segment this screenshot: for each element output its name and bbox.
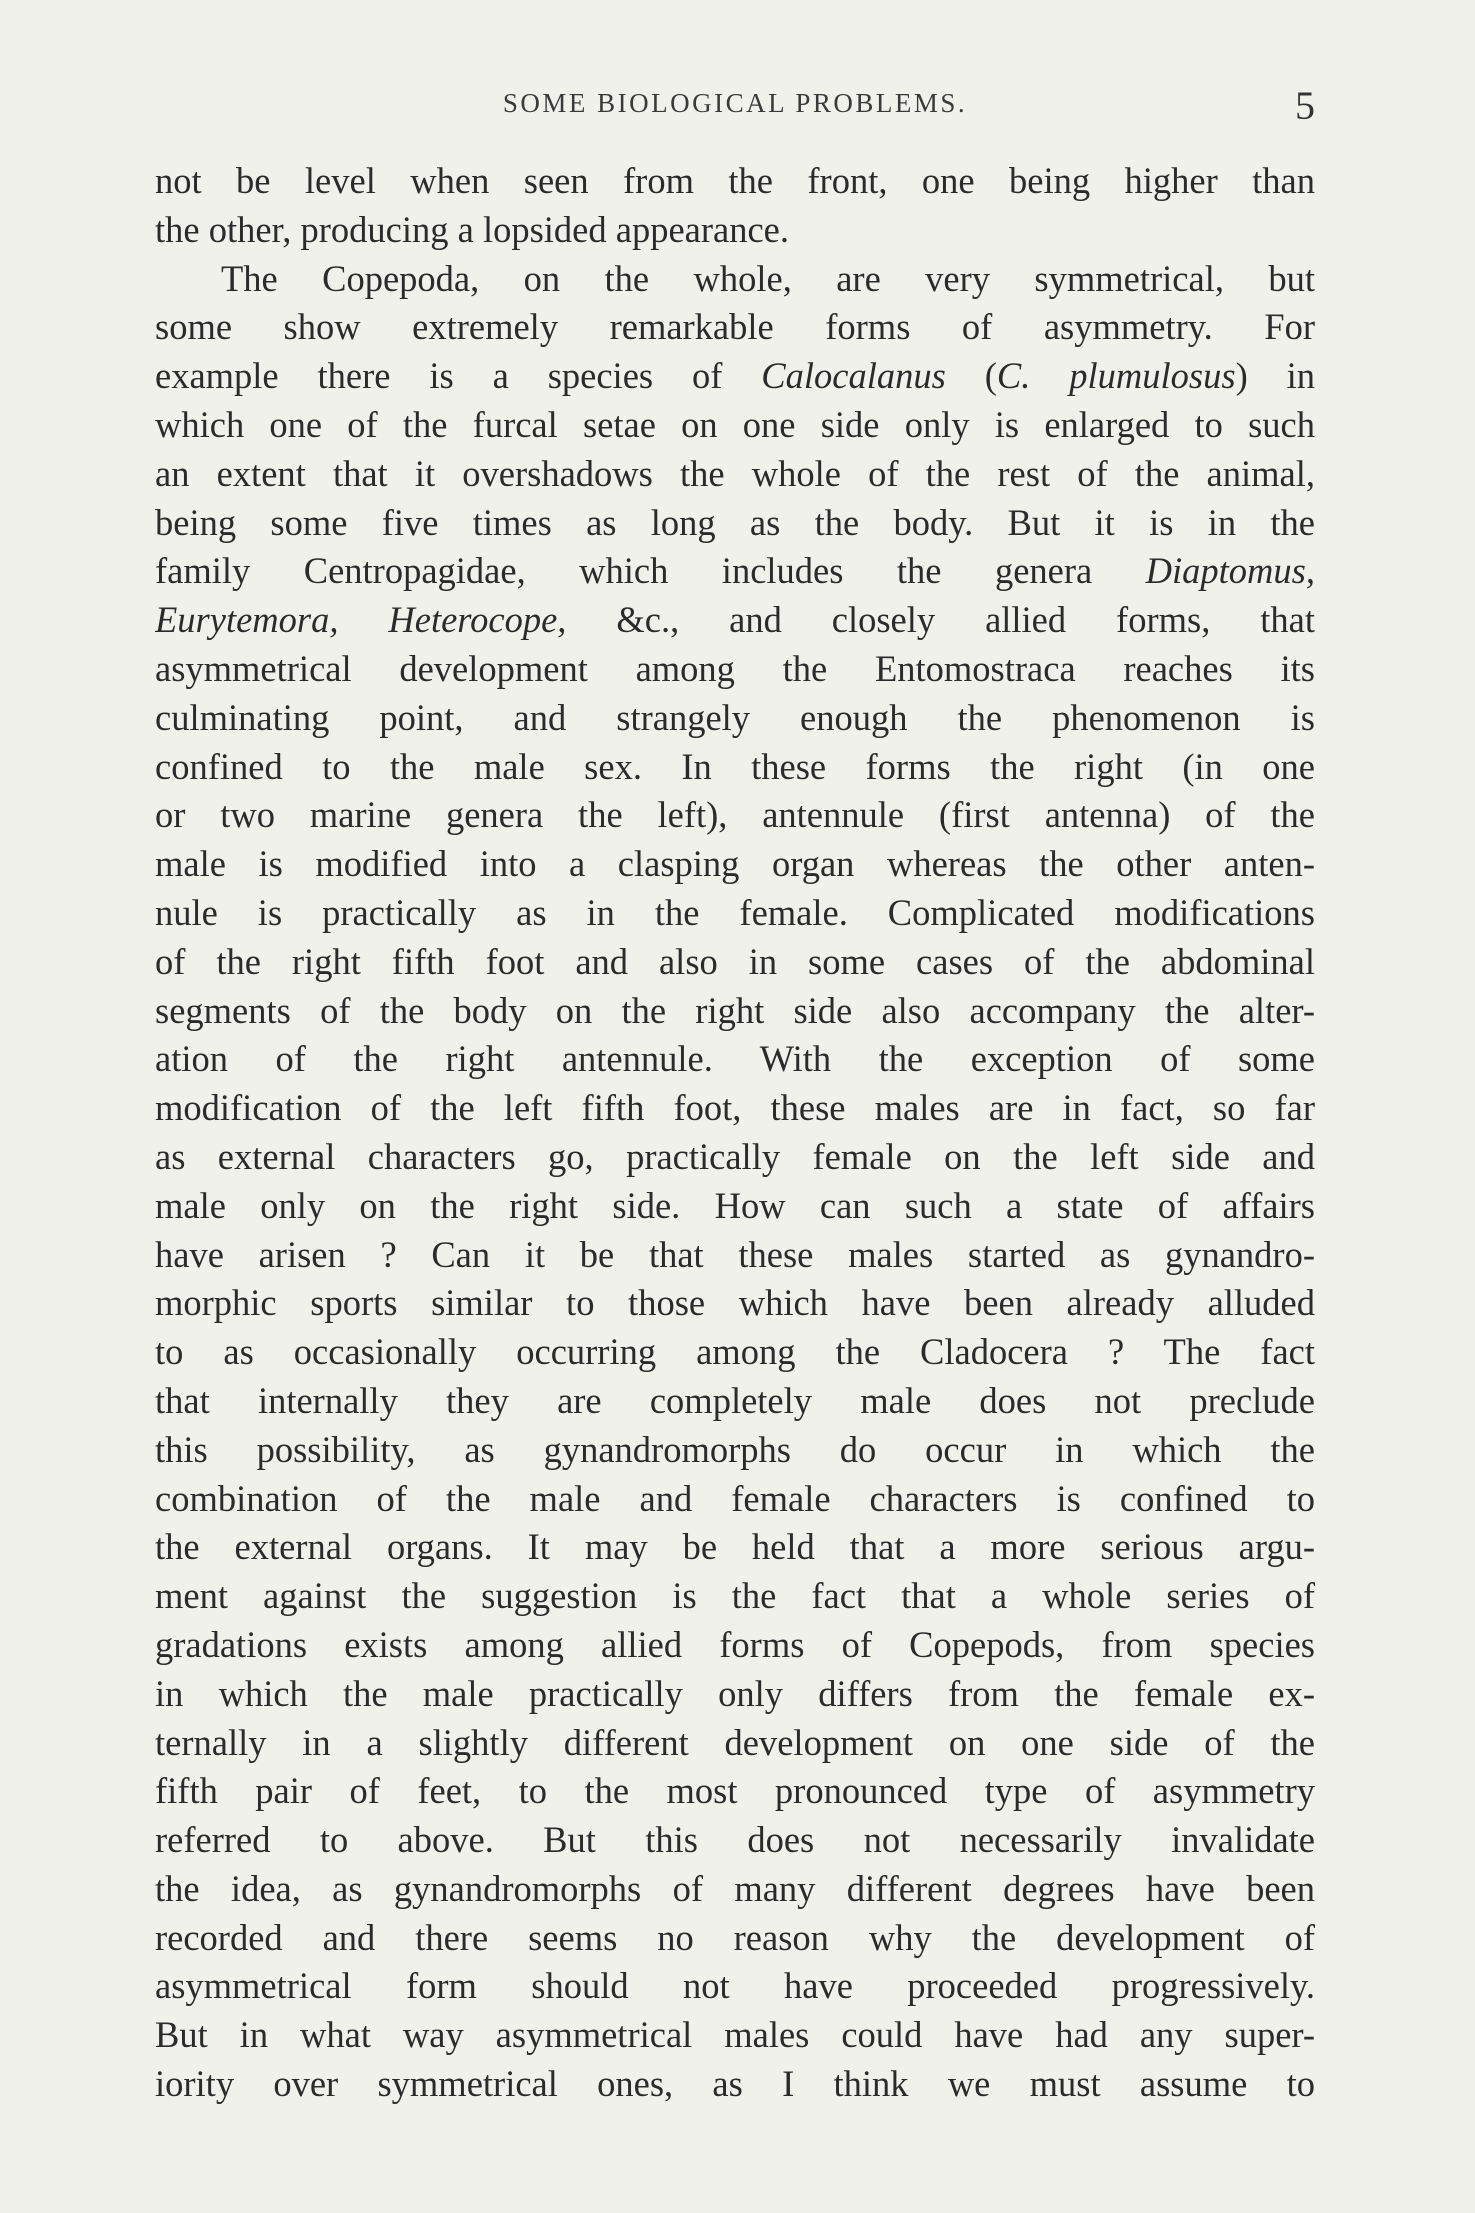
text-span: fifth pair of feet, to the most pronounced type of asymmetry: [155, 1770, 1315, 1812]
text-line: [155, 694, 1315, 743]
italic-span: C. plumulosus: [996, 355, 1236, 397]
italic-span: Calocalanus: [761, 355, 946, 397]
text-line: [155, 889, 1315, 938]
text-span: the other, producing a lopsided appearance.: [155, 208, 789, 250]
text-line: [155, 987, 1315, 1036]
text-span: &c., and closely allied forms, that: [566, 599, 1315, 641]
text-line: [155, 450, 1315, 499]
text-span: have arisen ? Can it be that these males started as gynandro-: [155, 1233, 1315, 1275]
text-line: [155, 2060, 1315, 2109]
text-span: ment against the suggestion is the fact that a whole series of: [155, 1575, 1315, 1617]
text-span: referred to above. But this does not necessarily invalidate: [155, 1819, 1315, 1861]
italic-span: Diaptomus,: [1145, 550, 1315, 592]
page-number: 5: [1295, 83, 1315, 128]
text-line: [155, 1572, 1315, 1621]
text-line: [155, 206, 1315, 255]
text-span: ) in: [1235, 355, 1315, 397]
text-span: an extent that it overshadows the whole of the rest of the animal,: [155, 452, 1315, 494]
text-line: [155, 645, 1315, 694]
text-span: which one of the furcal setae on one side only is enlarged to such: [155, 403, 1315, 445]
text-line: [155, 1182, 1315, 1231]
text-span: gradations exists among allied forms of Copepods, from species: [155, 1623, 1315, 1665]
text-span: some show extremely remarkable forms of asymmetry. For: [155, 306, 1315, 348]
text-line: [155, 1328, 1315, 1377]
text-span: or two marine genera the left), antennule (first antenna) of the: [155, 794, 1315, 836]
text-line: [155, 596, 1315, 645]
text-span: the idea, as gynandromorphs of many different degrees have been: [155, 1867, 1315, 1909]
text-span: in which the male practically only differs from the female ex-: [155, 1672, 1315, 1714]
text-span: iority over symmetrical ones, as I think we must assume to: [155, 2063, 1315, 2105]
text-span: morphic sports similar to those which have been already alluded: [155, 1282, 1315, 1324]
text-span: as external characters go, practically female on the left side and: [155, 1135, 1315, 1177]
text-line: [155, 1719, 1315, 1768]
italic-span: Eurytemora, Heterocope,: [155, 599, 567, 641]
text-span: recorded and there seems no reason why the development of: [155, 1916, 1315, 1958]
text-span: nule is practically as in the female. Complicated modifications: [155, 891, 1315, 933]
text-line: [155, 352, 1315, 401]
text-line: [155, 499, 1315, 548]
text-line: [155, 255, 1315, 304]
text-span: asymmetrical development among the Entomostraca reaches its: [155, 647, 1315, 689]
text-line: [155, 743, 1315, 792]
text-span: (: [945, 355, 997, 397]
text-span: segments of the body on the right side also accompany the alter-: [155, 989, 1315, 1031]
text-span: this possibility, as gynandromorphs do occur in which the: [155, 1428, 1315, 1470]
running-title: SOME BIOLOGICAL PROBLEMS.: [502, 88, 968, 118]
text-span: confined to the male sex. In these forms the right (in one: [155, 745, 1315, 787]
text-span: male only on the right side. How can such a state of affairs: [155, 1184, 1315, 1226]
text-line: [155, 938, 1315, 987]
text-span: combination of the male and female characters is confined to: [155, 1477, 1315, 1519]
text-line: [155, 1621, 1315, 1670]
text-line: [155, 1865, 1315, 1914]
text-line: [155, 1523, 1315, 1572]
text-line: [155, 791, 1315, 840]
text-span: of the right fifth foot and also in some cases of the abdominal: [155, 940, 1315, 982]
text-line: [155, 1914, 1315, 1963]
text-line: [155, 1475, 1315, 1524]
text-span: example there is a species of: [155, 355, 762, 397]
running-head: [155, 82, 1315, 132]
text-line: [155, 401, 1315, 450]
text-span: that internally they are completely male does not preclude: [155, 1379, 1315, 1421]
text-line: [155, 840, 1315, 889]
text-line: [155, 1767, 1315, 1816]
text-line: [155, 303, 1315, 352]
text-line: [155, 1426, 1315, 1475]
text-span: family Centropagidae, which includes the genera: [155, 550, 1146, 592]
text-line: [155, 1377, 1315, 1426]
text-line: [155, 1133, 1315, 1182]
text-span: to as occasionally occurring among the Cladocera ? The fact: [155, 1331, 1315, 1373]
text-span: not be level when seen from the front, one being higher than: [155, 160, 1315, 201]
text-line: [155, 2011, 1315, 2060]
body-text: [155, 157, 1315, 2109]
text-span: male is modified into a clasping organ whereas the other anten-: [155, 843, 1315, 885]
text-line: [155, 1816, 1315, 1865]
text-span: The Copepoda, on the whole, are very symmetrical, but: [221, 257, 1315, 299]
text-span: ation of the right antennule. With the exception of some: [155, 1038, 1315, 1080]
text-line: [155, 1084, 1315, 1133]
text-line: [155, 1231, 1315, 1280]
text-span: modification of the left fifth foot, these males are in fact, so far: [155, 1087, 1315, 1129]
text-span: culminating point, and strangely enough the phenomenon is: [155, 696, 1315, 738]
text-line: [155, 1962, 1315, 2011]
text-line: [155, 157, 1315, 206]
text-span: ternally in a slightly different development on one side of the: [155, 1721, 1315, 1763]
text-line: [155, 547, 1315, 596]
text-line: [155, 1279, 1315, 1328]
text-span: being some five times as long as the body. But it is in the: [155, 501, 1315, 543]
text-line: [155, 1035, 1315, 1084]
text-span: the external organs. It may be held that a more serious argu-: [155, 1526, 1315, 1568]
text-line: [155, 1670, 1315, 1719]
text-span: But in what way asymmetrical males could have had any super-: [155, 2014, 1315, 2056]
text-span: asymmetrical form should not have proceeded progressively.: [155, 1965, 1315, 2007]
